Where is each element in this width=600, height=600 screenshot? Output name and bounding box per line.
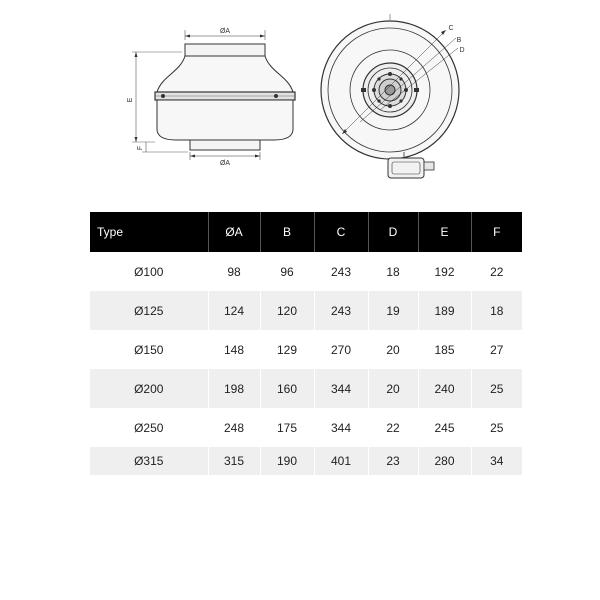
table-row xyxy=(90,369,522,408)
header-f: F xyxy=(471,212,522,252)
cell-b: 129 xyxy=(260,330,314,369)
cell-c: 344 xyxy=(314,408,368,447)
cell-d: 20 xyxy=(368,330,418,369)
side-dim-label-a-bottom: ØA xyxy=(219,160,231,167)
front-dim-label-d: D xyxy=(459,47,465,54)
cell-diameter-a: 98 xyxy=(208,252,260,291)
cell-f: 27 xyxy=(490,342,504,357)
header-d: D xyxy=(368,212,418,252)
cell-f: 22 xyxy=(490,264,504,279)
cell-d: 18 xyxy=(368,252,418,291)
cell-d: 22 xyxy=(368,408,418,447)
cell-b: 175 xyxy=(260,408,314,447)
front-dim-label-b: B xyxy=(456,37,462,44)
cell-type: Ø100 xyxy=(90,252,208,291)
cell-diameter-a: 148 xyxy=(208,330,260,369)
cell-type: Ø250 xyxy=(90,408,208,447)
cell-f: 34 xyxy=(471,447,522,475)
front-dim-label-c: C xyxy=(448,25,454,32)
table-row xyxy=(90,330,522,369)
cell-diameter-a: 248 xyxy=(208,408,260,447)
table-row xyxy=(90,291,522,330)
cell-e: 189 xyxy=(418,291,471,330)
drawings-svg xyxy=(0,0,600,200)
cell-c: 243 xyxy=(314,291,368,330)
cell-c: 344 xyxy=(314,369,368,408)
cell-f: 25 xyxy=(471,369,522,408)
cell-d: 19 xyxy=(368,291,418,330)
cell-diameter-a: 198 xyxy=(208,369,260,408)
cell-c: 270 xyxy=(314,330,368,369)
technical-drawings xyxy=(0,0,600,200)
cell-b: 160 xyxy=(260,369,314,408)
header-b: B xyxy=(260,212,314,252)
cell-b: 190 xyxy=(260,447,314,475)
cell-type: Ø315 xyxy=(90,447,208,475)
cell-d: 23 xyxy=(368,447,418,475)
cell-type: Ø125 xyxy=(90,291,208,330)
cell-e: 240 xyxy=(418,369,471,408)
cell-c: 243 xyxy=(314,252,368,291)
cell-c: 401 xyxy=(314,447,368,475)
cell-e: 245 xyxy=(418,408,471,447)
cell-type: Ø150 xyxy=(90,330,208,369)
cell-diameter-a: 315 xyxy=(208,447,260,475)
cell-d: 20 xyxy=(368,369,418,408)
cell-b: 96 xyxy=(260,252,314,291)
table-row xyxy=(90,252,522,291)
cell-f: 25 xyxy=(490,420,504,435)
cell-e: 280 xyxy=(418,447,471,475)
side-dim-label-f: F xyxy=(137,145,144,151)
cell-diameter-a: 124 xyxy=(208,291,260,330)
cell-type: Ø200 xyxy=(90,369,208,408)
side-view-drawing xyxy=(132,30,295,160)
cell-e: 185 xyxy=(418,330,471,369)
table-header-row xyxy=(90,212,522,252)
cell-f: 18 xyxy=(471,291,522,330)
side-dim-label-a-top: ØA xyxy=(219,28,231,35)
cell-e: 192 xyxy=(418,252,471,291)
side-dim-label-e: E xyxy=(127,97,134,103)
header-type: Type xyxy=(90,212,208,252)
header-diameter-a: ØA xyxy=(208,212,260,252)
front-view-drawing xyxy=(321,14,459,178)
cell-b: 120 xyxy=(260,291,314,330)
table-row xyxy=(90,447,522,475)
dimension-table xyxy=(90,212,522,475)
table-row xyxy=(90,408,522,447)
header-e: E xyxy=(418,212,471,252)
header-c: C xyxy=(314,212,368,252)
